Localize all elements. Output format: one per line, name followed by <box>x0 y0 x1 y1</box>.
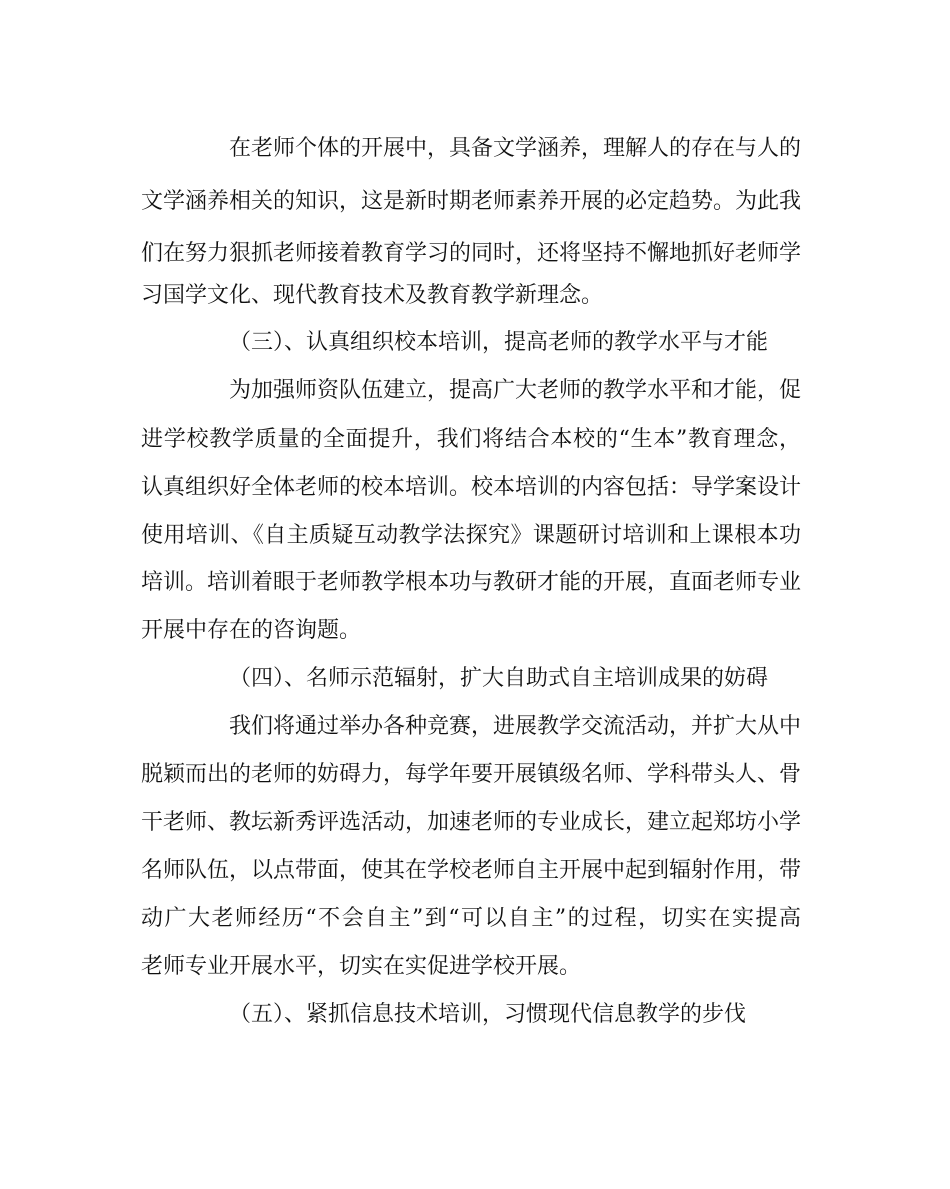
paragraph-1-line-2: 文学涵养相关的知识，这是新时期老师素养开展的必定趋势。为此我 <box>141 189 801 214</box>
section-heading-4: （四）、名师示范辐射，扩大自助式自主培训成果的妨碍 <box>229 666 769 691</box>
paragraph-1-line-1: 在老师个体的开展中，具备文学涵养，理解人的存在与人的 <box>229 136 801 161</box>
paragraph-3-line-5: 动广大老师经历“不会自主”到“可以自主”的过程，切实在实提高 <box>141 906 801 931</box>
paragraph-3-line-4: 名师队伍，以点带面，使其在学校老师自主开展中起到辐射作用，带 <box>141 858 801 883</box>
paragraph-3-line-1: 我们将通过举办各种竞赛，进展教学交流活动，并扩大从中 <box>229 714 801 739</box>
section-heading-5: （五）、紧抓信息技术培训，习惯现代信息教学的步伐 <box>229 1002 747 1027</box>
paragraph-2-line-5: 培训。培训着眼于老师教学根本功与教研才能的开展，直面老师专业 <box>141 570 801 595</box>
paragraph-2-line-2: 进学校教学质量的全面提升，我们将结合本校的“生本”教育理念， <box>141 427 801 452</box>
paragraph-2-line-1: 为加强师资队伍建立，提高广大老师的教学水平和才能，促 <box>229 378 801 403</box>
paragraph-3-line-3: 干老师、教坛新秀评选活动，加速老师的专业成长，建立起郑坊小学 <box>141 810 801 835</box>
paragraph-2-line-4: 使用培训、《自主质疑互动教学法探究》课题研讨培训和上课根本功 <box>141 523 801 548</box>
paragraph-1-line-3: 们在努力狠抓老师接着教育学习的同时，还将坚持不懈地抓好老师学 <box>141 241 801 266</box>
paragraph-2-line-3: 认真组织好全体老师的校本培训。校本培训的内容包括：导学案设计 <box>141 475 801 500</box>
paragraph-2-line-6: 开展中存在的咨询题。 <box>141 618 362 643</box>
paragraph-3-line-6: 老师专业开展水平，切实在实促进学校开展。 <box>141 954 582 979</box>
section-heading-3: （三）、认真组织校本培训，提高老师的教学水平与才能 <box>229 330 769 355</box>
paragraph-1-line-4: 习国学文化、现代教育技术及教育教学新理念。 <box>141 283 604 308</box>
paragraph-3-line-2: 脱颖而出的老师的妨碍力，每学年要开展镇级名师、学科带头人、骨 <box>141 762 801 787</box>
